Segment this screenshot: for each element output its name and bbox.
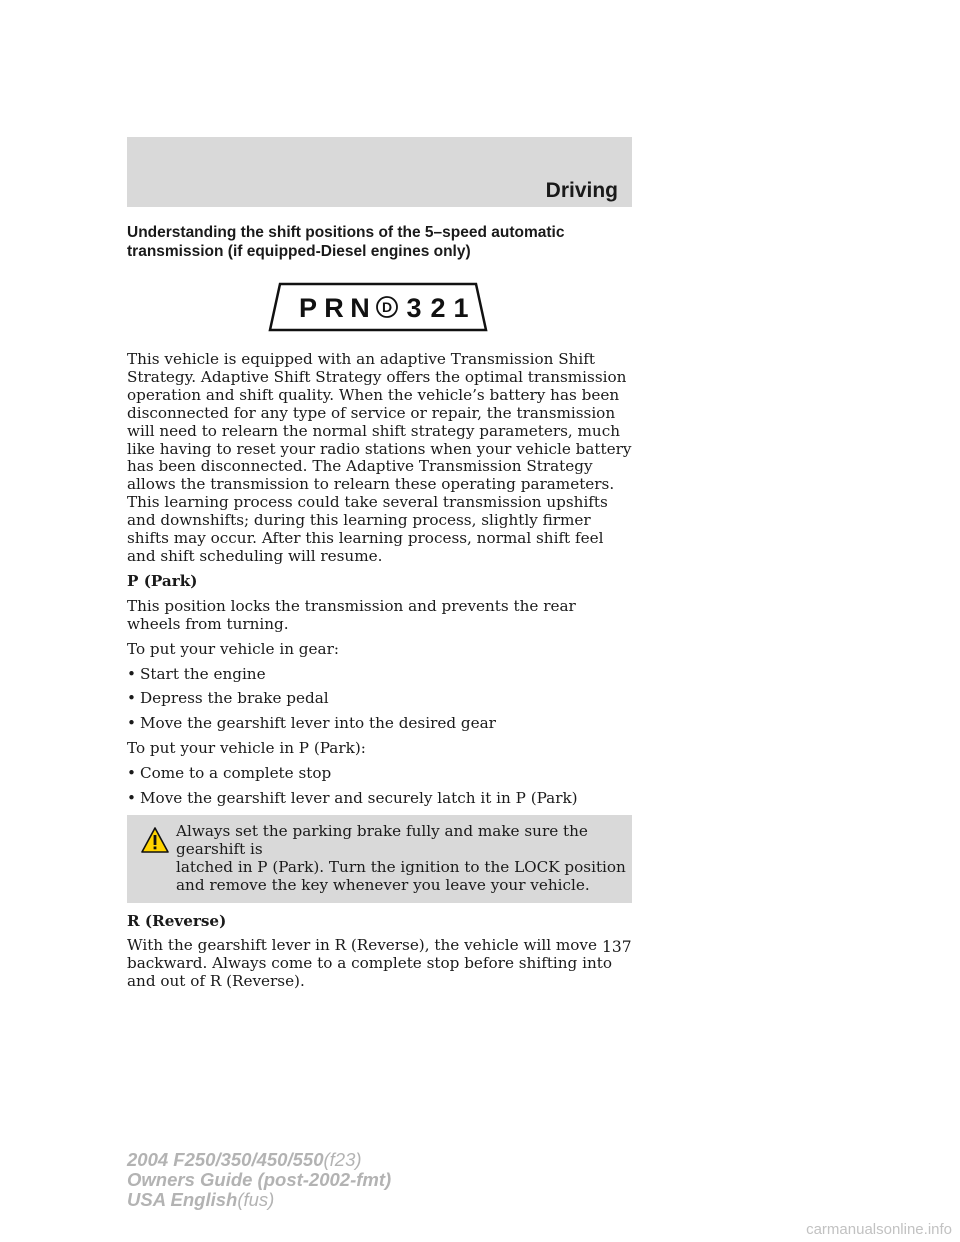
footer-line-guide	[127, 1170, 391, 1190]
bullet: •	[127, 714, 136, 733]
document-footer	[127, 1150, 391, 1210]
warning-text-line1: Always set the parking brake fully and make sure the gearshift is	[176, 821, 588, 858]
gear-position-1: 1	[453, 293, 469, 323]
list-item-text: Start the engine	[140, 664, 266, 683]
park-description: This position locks the transmission and prevents the rear wheels from turning.	[127, 596, 576, 633]
page-number: 137	[602, 938, 632, 956]
gear-position-n: N	[350, 293, 370, 323]
gear-steps-intro: To put your vehicle in gear:	[127, 639, 339, 658]
footer-model-code: (f23)	[323, 1149, 362, 1170]
park-heading: P (Park)	[127, 571, 198, 590]
footer-language: USA English	[127, 1189, 238, 1210]
list-item	[127, 666, 632, 684]
footer-language-code: (fus)	[237, 1189, 275, 1210]
reverse-heading: R (Reverse)	[127, 911, 227, 930]
list-item-text: Move the gearshift lever into the desired gear	[140, 714, 496, 733]
warning-triangle-icon	[140, 826, 170, 854]
body-content	[127, 351, 632, 998]
gear-position-3: 3	[406, 293, 422, 323]
bullet: •	[127, 789, 136, 808]
section-title: Driving	[545, 179, 618, 202]
page-heading: Understanding the shift positions of the 5–speed automatic transmission (if equipped-Diesel engines only)	[127, 224, 565, 260]
list-item-text: Move the gearshift lever and securely latch it in P (Park)	[140, 789, 578, 808]
watermark: carmanualsonline.info	[806, 1221, 952, 1238]
gear-position-d: D	[381, 299, 393, 315]
list-item	[127, 790, 632, 808]
list-item	[127, 715, 632, 733]
footer-model: 2004 F250/350/450/550	[127, 1149, 324, 1170]
gear-indicator	[268, 282, 488, 332]
list-item-text: Depress the brake pedal	[140, 689, 329, 708]
park-steps-list	[127, 765, 632, 808]
footer-line-model	[127, 1150, 391, 1170]
warning-box	[127, 815, 632, 903]
gear-position-p: P	[298, 293, 318, 323]
bullet: •	[127, 689, 136, 708]
intro-paragraph: This vehicle is equipped with an adaptive Transmission Shift Strategy. Adaptive Shift Strategy offers the optimal transmission operation and shift quality. When the vehicle’s battery has been disconnected for any type of service or repair, the transmission will need to relearn the normal shift strategy parameters, much like having to reset your radio stations when your vehicle battery has been disconnected. The Adaptive Transmission Strategy allows the transmission to relearn these operating parameters. This learning process could take several transmission upshifts and downshifts; during this learning process, slightly firmer shifts may occur. After this learning process, normal shift feel and shift scheduling will resume.	[127, 350, 632, 565]
list-item	[127, 690, 632, 708]
list-item	[127, 765, 632, 783]
reverse-description: With the gearshift lever in R (Reverse), the vehicle will move backward. Always come to a complete stop before shifting into and out of R (Reverse).	[127, 936, 612, 991]
footer-line-language	[127, 1190, 391, 1210]
gear-position-r: R	[324, 293, 344, 323]
warning-text-line2: latched in P (Park). Turn the ignition to the LOCK position and remove the key whenever you leave your vehicle.	[176, 857, 626, 894]
bullet: •	[127, 664, 136, 683]
gear-position-2: 2	[430, 293, 446, 323]
park-steps-intro: To put your vehicle in P (Park):	[127, 739, 366, 758]
list-item-text: Come to a complete stop	[140, 764, 332, 783]
gear-indicator-graphic	[268, 282, 488, 332]
footer-guide: Owners Guide (post-2002-fmt)	[127, 1169, 392, 1190]
gear-steps-list	[127, 666, 632, 734]
bullet: •	[127, 764, 136, 783]
section-header-band	[127, 137, 632, 207]
